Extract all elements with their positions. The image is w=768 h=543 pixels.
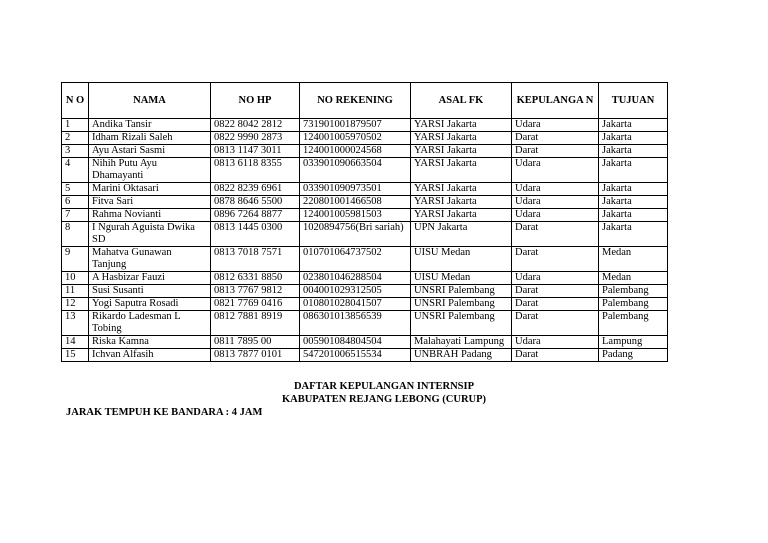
cell-tujuan: Jakarta (599, 119, 668, 132)
cell-asal-fk: YARSI Jakarta (411, 145, 512, 158)
header-no-hp: NO HP (211, 83, 300, 119)
cell-no: 6 (62, 196, 89, 209)
internship-return-table (61, 82, 668, 362)
cell-no-rekening: 220801001466508 (300, 196, 411, 209)
table-row (62, 298, 668, 311)
cell-nama: Nihih Putu Ayu Dhamayanti (89, 158, 211, 183)
cell-no: 10 (62, 272, 89, 285)
cell-no: 11 (62, 285, 89, 298)
cell-asal-fk: UPN Jakarta (411, 222, 512, 247)
cell-no: 9 (62, 247, 89, 272)
cell-tujuan: Padang (599, 349, 668, 362)
cell-no: 2 (62, 132, 89, 145)
cell-no-hp: 0813 1147 3011 (211, 145, 300, 158)
cell-no-hp: 0822 8239 6961 (211, 183, 300, 196)
table-row (62, 222, 668, 247)
cell-kepulangan: Darat (512, 132, 599, 145)
cell-no-rekening: 004001029312505 (300, 285, 411, 298)
table-header-row (62, 83, 668, 119)
cell-nama: Ayu Astari Sasmi (89, 145, 211, 158)
cell-no: 14 (62, 336, 89, 349)
cell-asal-fk: YARSI Jakarta (411, 158, 512, 183)
cell-tujuan: Jakarta (599, 132, 668, 145)
header-tujuan: TUJUAN (599, 83, 668, 119)
cell-no: 7 (62, 209, 89, 222)
header-no: N O (62, 83, 89, 119)
cell-no-hp: 0822 9990 2873 (211, 132, 300, 145)
cell-nama: Ichvan Alfasih (89, 349, 211, 362)
table-row (62, 247, 668, 272)
cell-no-hp: 0813 7767 9812 (211, 285, 300, 298)
cell-no-rekening: 033901090663504 (300, 158, 411, 183)
cell-no: 5 (62, 183, 89, 196)
cell-no-rekening: 124001000024568 (300, 145, 411, 158)
cell-kepulangan: Darat (512, 349, 599, 362)
cell-nama: Mahatva Gunawan Tanjung (89, 247, 211, 272)
cell-kepulangan: Darat (512, 311, 599, 336)
table-row (62, 285, 668, 298)
cell-kepulangan: Udara (512, 209, 599, 222)
cell-kepulangan: Udara (512, 272, 599, 285)
cell-tujuan: Lampung (599, 336, 668, 349)
cell-nama: Susi Susanti (89, 285, 211, 298)
cell-nama: Rikardo Ladesman L Tobing (89, 311, 211, 336)
travel-distance-note: JARAK TEMPUH KE BANDARA : 4 JAM (66, 407, 263, 418)
cell-kepulangan: Darat (512, 222, 599, 247)
header-asal-fk: ASAL FK (411, 83, 512, 119)
header-kepulangan: KEPULANGA N (512, 83, 599, 119)
cell-no-hp: 0813 1445 0300 (211, 222, 300, 247)
cell-asal-fk: YARSI Jakarta (411, 183, 512, 196)
cell-no-rekening: 124001005970502 (300, 132, 411, 145)
table-row (62, 119, 668, 132)
cell-no-rekening: 005901084804504 (300, 336, 411, 349)
cell-asal-fk: UNSRI Palembang (411, 298, 512, 311)
cell-asal-fk: UNSRI Palembang (411, 311, 512, 336)
document-subtitle: KABUPATEN REJANG LEBONG (CURUP) (281, 394, 487, 405)
cell-tujuan: Jakarta (599, 222, 668, 247)
cell-no-rekening: 1020894756(Bri sariah) (300, 222, 411, 247)
cell-tujuan: Palembang (599, 285, 668, 298)
document-title: DAFTAR KEPULANGAN INTERNSIP (293, 381, 475, 392)
cell-nama: Idham Rizali Saleh (89, 132, 211, 145)
cell-no-hp: 0813 7877 0101 (211, 349, 300, 362)
cell-tujuan: Jakarta (599, 196, 668, 209)
cell-asal-fk: UNSRI Palembang (411, 285, 512, 298)
cell-kepulangan: Udara (512, 336, 599, 349)
cell-no: 1 (62, 119, 89, 132)
cell-no-rekening: 086301013856539 (300, 311, 411, 336)
cell-tujuan: Palembang (599, 298, 668, 311)
cell-kepulangan: Darat (512, 247, 599, 272)
cell-nama: Marini Oktasari (89, 183, 211, 196)
cell-kepulangan: Udara (512, 119, 599, 132)
cell-nama: Rahma Novianti (89, 209, 211, 222)
cell-no-rekening: 023801046288504 (300, 272, 411, 285)
cell-no-hp: 0813 7018 7571 (211, 247, 300, 272)
table-row (62, 132, 668, 145)
cell-nama: Riska Kamna (89, 336, 211, 349)
cell-tujuan: Palembang (599, 311, 668, 336)
cell-no-rekening: 033901090973501 (300, 183, 411, 196)
cell-no-hp: 0812 6331 8850 (211, 272, 300, 285)
cell-no: 8 (62, 222, 89, 247)
table-row (62, 336, 668, 349)
cell-no-hp: 0878 8646 5500 (211, 196, 300, 209)
cell-kepulangan: Udara (512, 183, 599, 196)
cell-no: 4 (62, 158, 89, 183)
cell-tujuan: Jakarta (599, 145, 668, 158)
table-row (62, 209, 668, 222)
cell-nama: A Hasbizar Fauzi (89, 272, 211, 285)
cell-asal-fk: YARSI Jakarta (411, 119, 512, 132)
cell-no-hp: 0821 7769 0416 (211, 298, 300, 311)
cell-kepulangan: Udara (512, 158, 599, 183)
cell-asal-fk: UISU Medan (411, 272, 512, 285)
cell-kepulangan: Darat (512, 145, 599, 158)
cell-no-hp: 0896 7264 8877 (211, 209, 300, 222)
cell-no-hp: 0813 6118 8355 (211, 158, 300, 183)
cell-no: 12 (62, 298, 89, 311)
cell-kepulangan: Darat (512, 285, 599, 298)
header-nama: NAMA (89, 83, 211, 119)
cell-no-hp: 0812 7881 8919 (211, 311, 300, 336)
cell-no: 15 (62, 349, 89, 362)
cell-kepulangan: Udara (512, 196, 599, 209)
cell-nama: I Ngurah Aguista Dwika SD (89, 222, 211, 247)
cell-tujuan: Jakarta (599, 209, 668, 222)
cell-asal-fk: Malahayati Lampung (411, 336, 512, 349)
cell-no-rekening: 010701064737502 (300, 247, 411, 272)
cell-no-rekening: 731901001879507 (300, 119, 411, 132)
cell-nama: Yogi Saputra Rosadi (89, 298, 211, 311)
table-row (62, 311, 668, 336)
cell-asal-fk: UISU Medan (411, 247, 512, 272)
table-row (62, 272, 668, 285)
cell-asal-fk: YARSI Jakarta (411, 209, 512, 222)
cell-no-rekening: 547201006515534 (300, 349, 411, 362)
cell-nama: Andika Tansir (89, 119, 211, 132)
cell-tujuan: Jakarta (599, 158, 668, 183)
cell-asal-fk: YARSI Jakarta (411, 196, 512, 209)
table-row (62, 158, 668, 183)
cell-kepulangan: Darat (512, 298, 599, 311)
cell-no-rekening: 124001005981503 (300, 209, 411, 222)
cell-no-rekening: 010801028041507 (300, 298, 411, 311)
cell-tujuan: Medan (599, 247, 668, 272)
cell-no-hp: 0811 7895 00 (211, 336, 300, 349)
cell-no: 3 (62, 145, 89, 158)
table-row (62, 196, 668, 209)
cell-asal-fk: YARSI Jakarta (411, 132, 512, 145)
table-row (62, 349, 668, 362)
cell-no-hp: 0822 8042 2812 (211, 119, 300, 132)
header-no-rekening: NO REKENING (300, 83, 411, 119)
table-row (62, 145, 668, 158)
cell-tujuan: Jakarta (599, 183, 668, 196)
cell-asal-fk: UNBRAH Padang (411, 349, 512, 362)
cell-nama: Fitva Sari (89, 196, 211, 209)
table-row (62, 183, 668, 196)
cell-no: 13 (62, 311, 89, 336)
cell-tujuan: Medan (599, 272, 668, 285)
